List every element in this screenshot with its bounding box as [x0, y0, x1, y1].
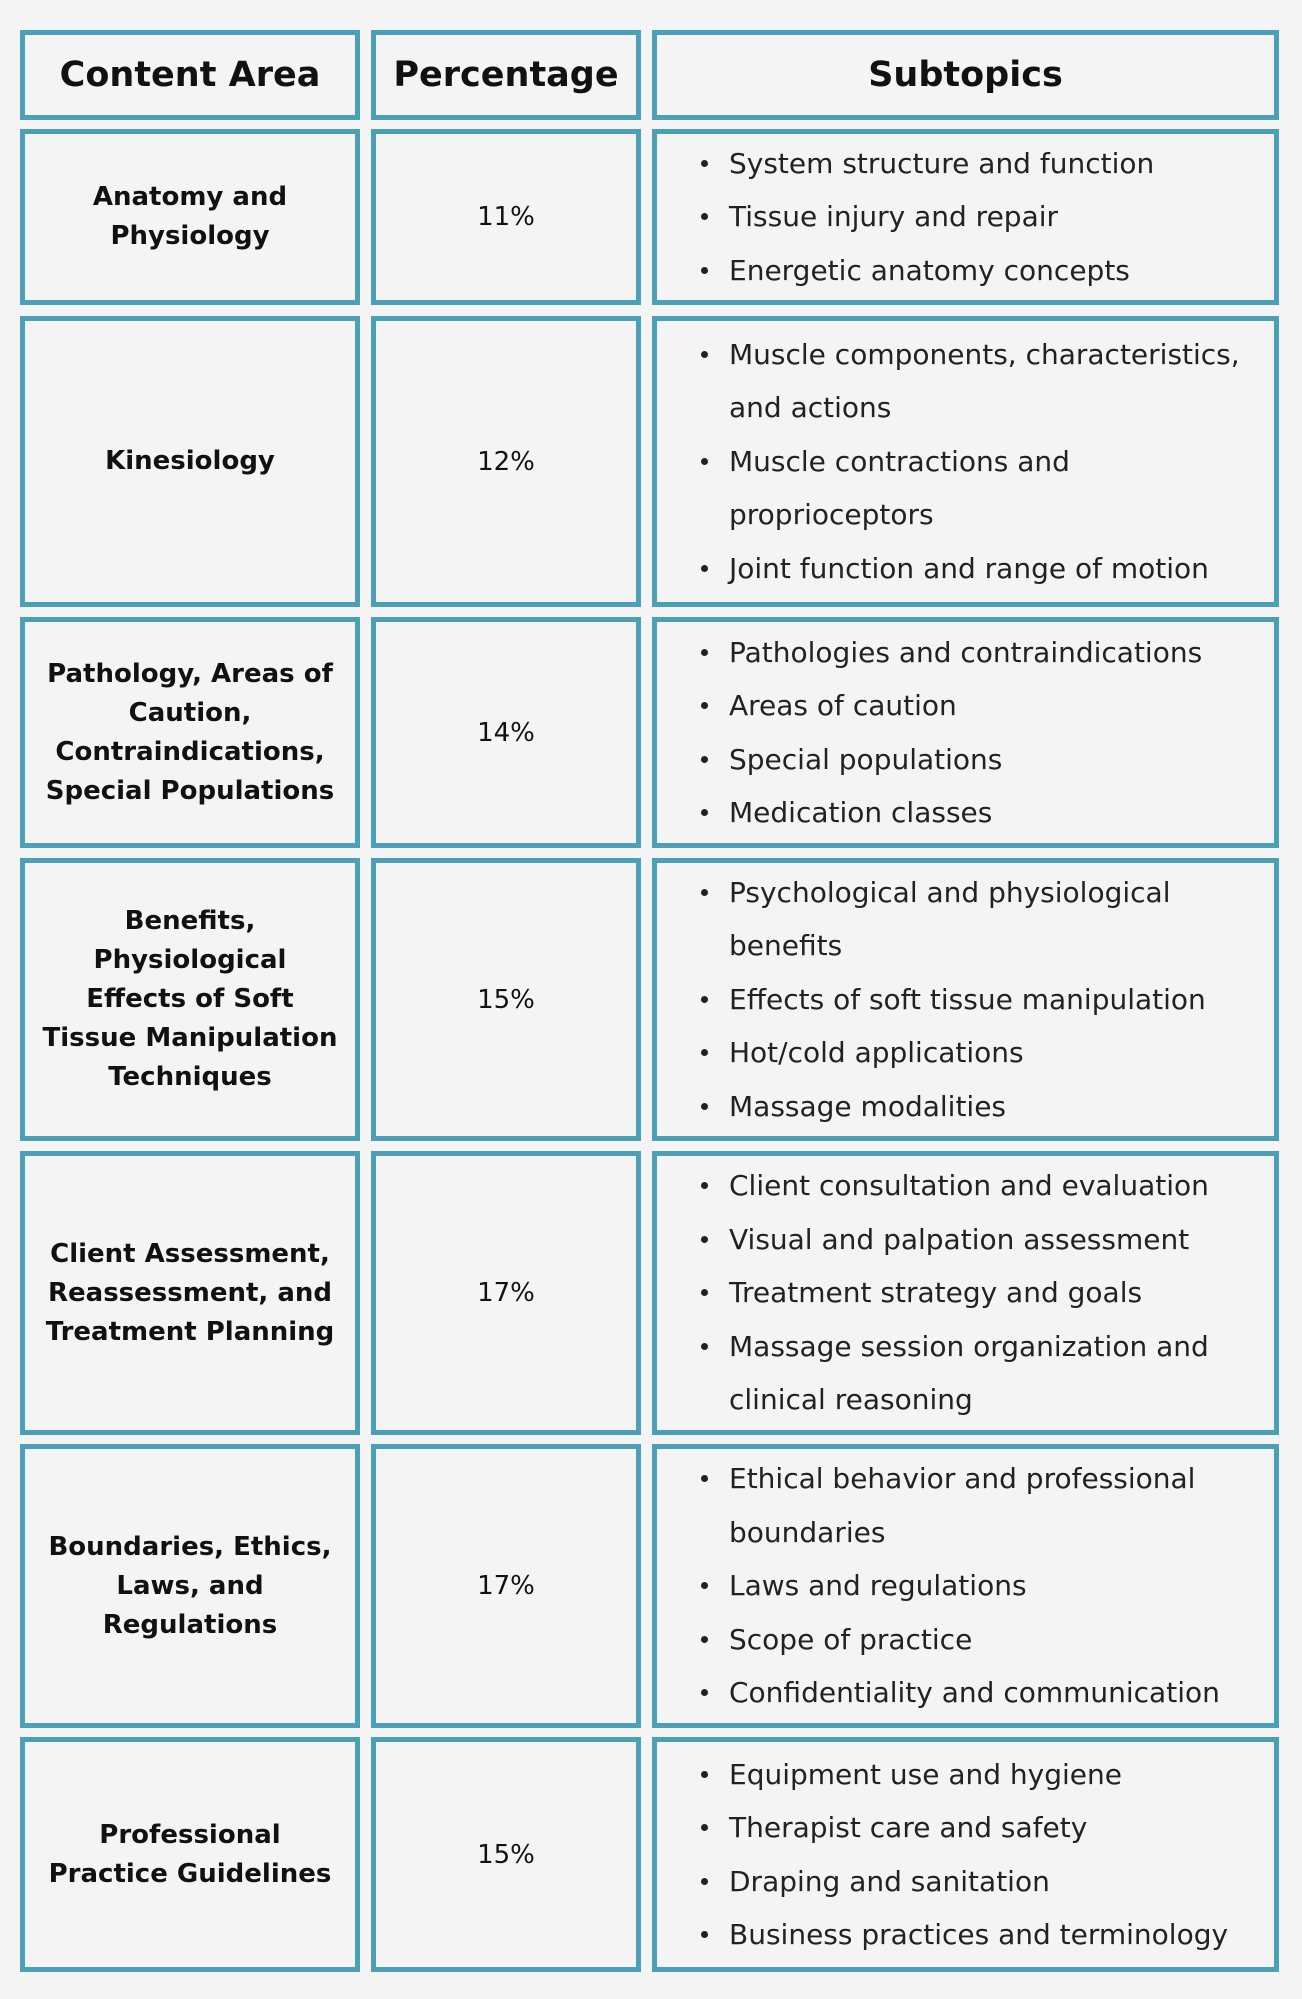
content-area-cell — [20, 316, 360, 607]
subtopic-item: Client consultation and evaluation — [697, 1159, 1274, 1213]
percentage-cell — [371, 1151, 641, 1435]
header-content-area — [20, 30, 360, 120]
subtopics-cell — [652, 617, 1279, 848]
subtopic-item: Psychological and physiological benefits — [697, 866, 1274, 973]
subtopics-list — [697, 626, 1274, 840]
percentage-value: 12% — [477, 446, 535, 477]
header-subtopics — [652, 30, 1279, 120]
subtopic-item: Treatment strategy and goals — [697, 1266, 1274, 1320]
percentage-value: 15% — [477, 1839, 535, 1870]
subtopics-cell — [652, 1151, 1279, 1435]
percentage-cell — [371, 1444, 641, 1728]
content-area-label: Boundaries, Ethics, Laws, and Regulations — [48, 1531, 332, 1640]
content-area-label: Pathology, Areas of Caution, Contraindications, Special Populations — [45, 658, 335, 806]
content-area-label: Benefits, Physiological Effects of Soft Tissue Manipulation Techniques — [42, 906, 338, 1092]
subtopics-cell — [652, 1737, 1279, 1972]
content-area-cell — [20, 1444, 360, 1728]
header-percentage-label: Percentage — [393, 55, 619, 95]
content-area-label: Client Assessment, Reassessment, and Treatment Planning — [45, 1238, 335, 1347]
subtopic-item: Laws and regulations — [697, 1559, 1274, 1613]
subtopic-item: Joint function and range of motion — [697, 542, 1274, 596]
content-area-label: Anatomy and Physiology — [92, 182, 288, 251]
subtopic-item: Pathologies and contraindications — [697, 626, 1274, 680]
subtopics-cell — [652, 1444, 1279, 1728]
subtopic-item: Special populations — [697, 733, 1274, 787]
percentage-value: 15% — [477, 984, 535, 1015]
subtopics-cell — [652, 316, 1279, 607]
header-percentage — [371, 30, 641, 120]
subtopic-item: System structure and function — [697, 137, 1274, 191]
percentage-cell — [371, 316, 641, 607]
subtopic-item: Scope of practice — [697, 1613, 1274, 1667]
subtopics-list — [697, 1748, 1274, 1962]
percentage-cell — [371, 129, 641, 305]
subtopic-item: Draping and sanitation — [697, 1855, 1274, 1909]
content-area-cell — [20, 1151, 360, 1435]
subtopic-item: Muscle contractions and proprioceptors — [697, 435, 1274, 542]
subtopics-list — [697, 328, 1274, 596]
subtopic-item: Effects of soft tissue manipulation — [697, 973, 1274, 1027]
content-area-label: Professional Practice Guidelines — [48, 1819, 332, 1889]
subtopic-item: Energetic anatomy concepts — [697, 244, 1274, 298]
subtopic-item: Areas of caution — [697, 679, 1274, 733]
subtopics-cell — [652, 129, 1279, 305]
percentage-value: 17% — [477, 1278, 535, 1308]
percentage-cell — [371, 617, 641, 848]
percentage-value: 14% — [477, 717, 535, 748]
percentage-cell — [371, 858, 641, 1141]
subtopic-item: Hot/cold applications — [697, 1026, 1274, 1080]
percentage-cell — [371, 1737, 641, 1972]
subtopic-item: Tissue injury and repair — [697, 190, 1274, 244]
subtopics-list — [697, 1159, 1274, 1427]
subtopic-item: Equipment use and hygiene — [697, 1748, 1274, 1802]
subtopic-item: Therapist care and safety — [697, 1801, 1274, 1855]
subtopic-item: Medication classes — [697, 786, 1274, 840]
content-area-label: Kinesiology — [105, 446, 275, 476]
subtopic-item: Massage session organization and clinical reasoning — [697, 1320, 1274, 1427]
subtopic-item: Confidentiality and communication — [697, 1666, 1274, 1720]
content-area-cell — [20, 1737, 360, 1972]
content-area-cell — [20, 617, 360, 848]
content-area-cell — [20, 858, 360, 1141]
subtopic-item: Visual and palpation assessment — [697, 1213, 1274, 1267]
header-content-area-label: Content Area — [59, 55, 321, 95]
subtopic-item: Ethical behavior and professional boundaries — [697, 1452, 1274, 1559]
subtopics-list — [697, 1452, 1274, 1720]
subtopics-list — [697, 137, 1274, 298]
subtopics-list — [697, 866, 1274, 1134]
header-subtopics-label: Subtopics — [868, 55, 1063, 95]
subtopic-item: Muscle components, characteristics, and actions — [697, 328, 1274, 435]
subtopic-item: Massage modalities — [697, 1080, 1274, 1134]
subtopic-item: Business practices and terminology — [697, 1908, 1274, 1962]
percentage-value: 17% — [477, 1571, 535, 1601]
percentage-value: 11% — [477, 202, 535, 232]
content-area-cell — [20, 129, 360, 305]
subtopics-cell — [652, 858, 1279, 1141]
